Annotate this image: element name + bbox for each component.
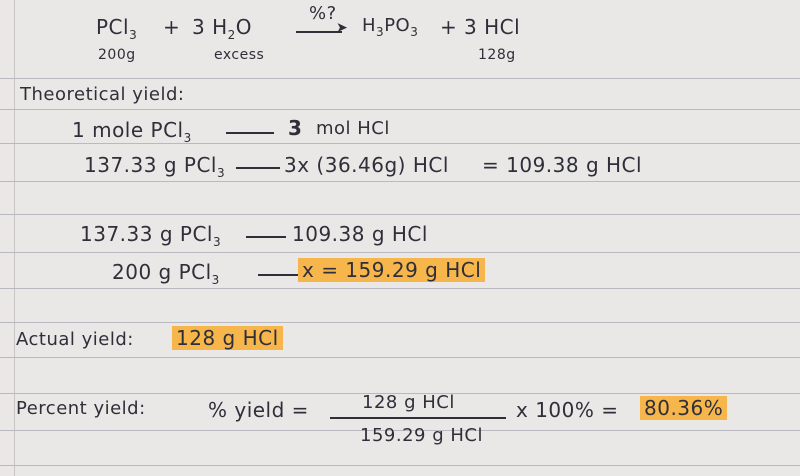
ratio-dash (246, 236, 286, 238)
ruled-line (0, 109, 800, 110)
times-hundred: x 100% = (516, 398, 619, 422)
mole-ratio-right: mol HCl (316, 118, 390, 139)
ratio-dash (226, 132, 274, 134)
amount-hcl: 128g (478, 47, 516, 63)
ratio-dash (258, 274, 298, 276)
fraction-numerator: 128 g HCl (362, 392, 455, 413)
ruled-line (0, 214, 800, 215)
mass-ratio-left: 137.33 g PCl$_3$ (84, 153, 226, 180)
ruled-line (0, 78, 800, 79)
margin-line (14, 0, 15, 476)
actual-yield-value: 128 g HCl (172, 326, 283, 350)
arrow-head-icon: ➤ (336, 20, 349, 36)
amount-water: excess (214, 47, 265, 63)
ratio-dash (236, 167, 280, 169)
ruled-line (0, 252, 800, 253)
plus-sign: + (163, 15, 181, 39)
mass-ratio-right: 3x (36.46g) HCl (284, 153, 449, 177)
theoretical-heading: Theoretical yield: (20, 84, 185, 105)
proportion-right: 109.38 g HCl (292, 222, 428, 246)
hcl-mass: = 109.38 g HCl (482, 153, 643, 177)
reactant-water: 3 $H_2O$ (192, 15, 253, 42)
amount-pcl3: 200g (98, 47, 136, 63)
product-h3po3: $H_3PO_3$ (362, 15, 419, 39)
percent-equation: % yield = (208, 398, 309, 422)
mole-ratio-left: 1 mole PCl$_3$ (72, 118, 192, 145)
percent-label: Percent yield: (16, 398, 146, 419)
ruled-line (0, 322, 800, 323)
arrow-label: %? (309, 3, 337, 24)
ruled-line (0, 465, 800, 466)
ruled-line (0, 181, 800, 182)
ruled-line (0, 357, 800, 358)
theoretical-yield-value: x = 159.29 g HCl (298, 258, 485, 282)
actual-label: Actual yield: (16, 329, 134, 350)
fraction-denominator: 159.29 g HCl (360, 425, 483, 446)
percent-yield-result: 80.36% (640, 396, 727, 420)
product-hcl: 3 HCl (464, 15, 521, 39)
fraction-bar (330, 417, 506, 419)
sample-pcl3: 200 g PCl$_3$ (112, 260, 220, 287)
ruled-line (0, 143, 800, 144)
reactant-pcl3: PCl$_3$ (96, 15, 138, 42)
plus-sign: + (440, 15, 458, 39)
proportion-left: 137.33 g PCl$_3$ (80, 222, 222, 249)
ruled-line (0, 288, 800, 289)
mole-ratio-coef: 3 (288, 116, 303, 140)
